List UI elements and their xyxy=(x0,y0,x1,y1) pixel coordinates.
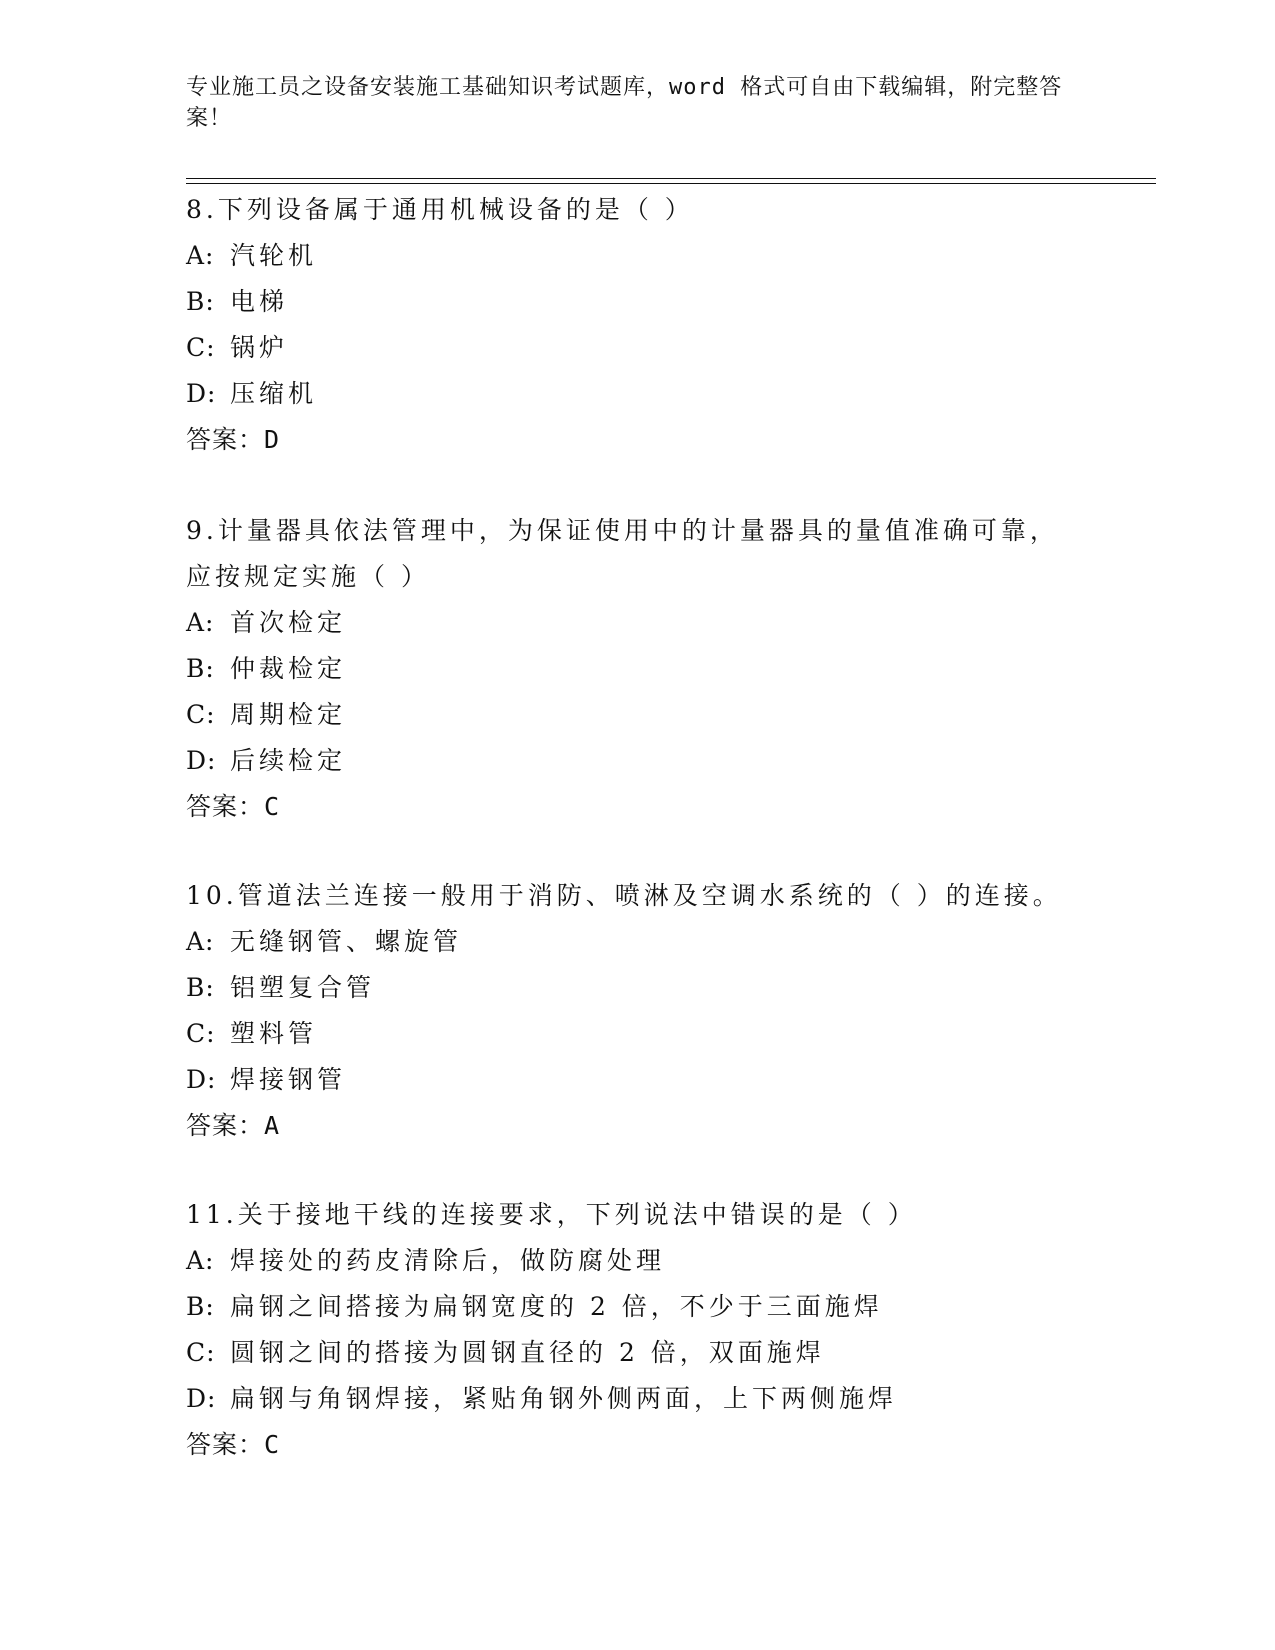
answer-line xyxy=(186,1422,1086,1468)
option-letter: B: xyxy=(186,287,215,316)
option-c xyxy=(186,325,1086,371)
document-header: 专业施工员之设备安装施工基础知识考试题库，word 格式可自由下载编辑，附完整答案！ xyxy=(186,75,1063,131)
answer-value: A xyxy=(264,1111,281,1140)
answer-label: 答案： xyxy=(186,425,265,454)
option-d xyxy=(186,1057,1086,1103)
question-stem xyxy=(186,1192,1086,1238)
option-text: 仲裁检定 xyxy=(230,654,347,683)
option-letter: C: xyxy=(186,333,216,362)
answer-label: 答案： xyxy=(186,1111,265,1140)
option-text: 扁钢之间搭接为扁钢宽度的 2 倍，不少于三面施焊 xyxy=(230,1292,883,1321)
option-text: 铝塑复合管 xyxy=(230,973,376,1002)
answer-value: D xyxy=(264,425,281,454)
option-text: 圆钢之间的搭接为圆钢直径的 2 倍，双面施焊 xyxy=(230,1338,825,1367)
option-a xyxy=(186,1238,1086,1284)
option-d xyxy=(186,738,1086,784)
option-letter: C: xyxy=(186,700,216,729)
question-stem xyxy=(186,508,1086,600)
question-text: 关于接地干线的连接要求，下列说法中错误的是（ ） xyxy=(237,1200,917,1229)
option-a xyxy=(186,233,1086,279)
option-letter: C: xyxy=(186,1019,216,1048)
option-letter: D: xyxy=(186,1384,217,1413)
option-text: 塑料管 xyxy=(230,1019,318,1048)
option-text: 汽轮机 xyxy=(230,241,318,270)
option-c xyxy=(186,1330,1086,1376)
option-text: 锅炉 xyxy=(230,333,289,362)
option-letter: C: xyxy=(186,1338,216,1367)
option-text: 焊接处的药皮清除后，做防腐处理 xyxy=(230,1246,666,1275)
option-text: 首次检定 xyxy=(230,608,347,637)
header-divider-top xyxy=(186,178,1156,179)
question-9 xyxy=(186,508,1086,830)
question-stem xyxy=(186,187,1086,233)
answer-label: 答案： xyxy=(186,792,265,821)
option-letter: D: xyxy=(186,379,217,408)
option-text: 电梯 xyxy=(230,287,289,316)
option-c xyxy=(186,1011,1086,1057)
option-d xyxy=(186,371,1086,417)
option-letter: B: xyxy=(186,654,215,683)
option-letter: A: xyxy=(186,1246,215,1275)
option-letter: D: xyxy=(186,746,217,775)
question-number: 10. xyxy=(186,881,238,910)
question-10 xyxy=(186,873,1086,1149)
question-11 xyxy=(186,1192,1086,1468)
option-text: 扁钢与角钢焊接，紧贴角钢外侧两面，上下两侧施焊 xyxy=(230,1384,898,1413)
answer-line xyxy=(186,417,1086,463)
option-a xyxy=(186,919,1086,965)
question-number: 8. xyxy=(186,195,218,224)
answer-value: C xyxy=(264,792,281,821)
answer-line xyxy=(186,1103,1086,1149)
option-text: 周期检定 xyxy=(230,700,347,729)
option-c xyxy=(186,692,1086,738)
question-text: 管道法兰连接一般用于消防、喷淋及空调水系统的（ ）的连接。 xyxy=(237,881,1062,910)
option-letter: D: xyxy=(186,1065,217,1094)
header-divider-bottom xyxy=(186,183,1156,184)
answer-label: 答案： xyxy=(186,1430,265,1459)
question-text: 计量器具依法管理中，为保证使用中的计量器具的量值准确可靠，应按规定实施（ ） xyxy=(186,516,1059,591)
option-letter: B: xyxy=(186,1292,215,1321)
option-text: 焊接钢管 xyxy=(230,1065,347,1094)
option-letter: A: xyxy=(186,608,215,637)
option-text: 无缝钢管、螺旋管 xyxy=(230,927,463,956)
option-letter: A: xyxy=(186,927,215,956)
option-letter: B: xyxy=(186,973,215,1002)
option-text: 后续检定 xyxy=(230,746,347,775)
answer-value: C xyxy=(264,1430,281,1459)
option-d xyxy=(186,1376,1086,1422)
option-b xyxy=(186,965,1086,1011)
option-text: 压缩机 xyxy=(230,379,318,408)
option-letter: A: xyxy=(186,241,215,270)
option-b xyxy=(186,279,1086,325)
question-text: 下列设备属于通用机械设备的是（ ） xyxy=(217,195,694,224)
option-b xyxy=(186,1284,1086,1330)
question-stem xyxy=(186,873,1086,919)
option-b xyxy=(186,646,1086,692)
option-a xyxy=(186,600,1086,646)
question-number: 9. xyxy=(186,516,218,545)
answer-line xyxy=(186,784,1086,830)
question-8 xyxy=(186,187,1086,463)
question-number: 11. xyxy=(186,1200,238,1229)
